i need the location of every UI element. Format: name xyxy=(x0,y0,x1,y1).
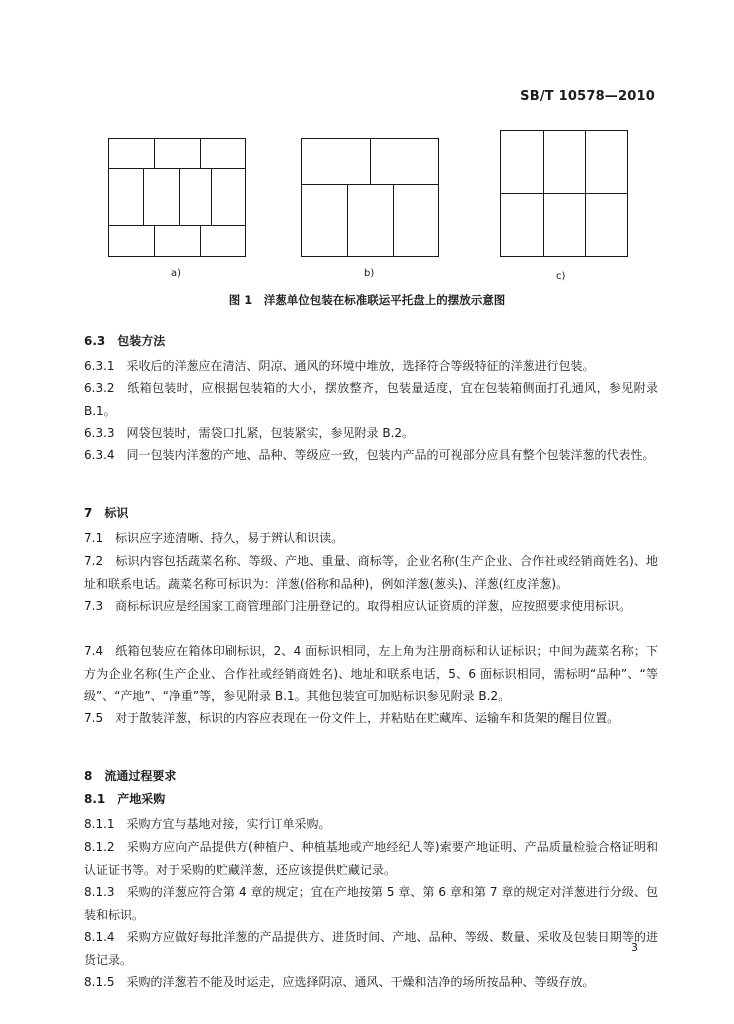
standard-code: SB/T 10578—2010 xyxy=(520,89,655,104)
paragraph-6-3-4: 6.3.4 同一包装内洋葱的产地、品种、等级应一致，包装内产品的可视部分应具有整个包装洋葱的代表性。 xyxy=(84,448,655,462)
pallet-box xyxy=(500,130,544,194)
pallet-box xyxy=(154,225,201,257)
figure-a-diagram xyxy=(108,138,246,257)
pallet-box xyxy=(301,184,348,257)
pallet-box xyxy=(543,130,586,194)
paragraph-6-3-2: 6.3.2 纸箱包装时，应根据包装箱的大小，摆放整齐，包装量适度，宜在包装箱侧面打孔通风，参见附录 B.1。 xyxy=(84,381,658,418)
figure-c-diagram xyxy=(500,130,628,257)
pallet-box xyxy=(585,130,628,194)
paragraph-8-1-1: 8.1.1 采购方宜与基地对接，实行订单采购。 xyxy=(84,817,331,831)
paragraph-8-1-5: 8.1.5 采购的洋葱若不能及时运走，应选择阴凉、通风、干燥和洁净的场所按品种、等级存放。 xyxy=(84,975,595,989)
paragraph-6-3-1: 6.3.1 采收后的洋葱应在清洁、阴凉、通风的环境中堆放，选择符合等级特征的洋葱进行包装。 xyxy=(84,359,595,373)
section-heading-8-1: 8.1 产地采购 xyxy=(84,792,166,806)
pallet-box xyxy=(154,138,201,169)
pallet-box xyxy=(108,138,155,169)
pallet-box xyxy=(347,184,394,257)
figure-c-label: c) xyxy=(556,271,566,282)
pallet-box xyxy=(500,193,544,257)
paragraph-7-4: 7.4 纸箱包装应在箱体印刷标识，2、4 面标识相同，左上角为注册商标和认证标识；中间为蔬菜名称；下方为企业名称(生产企业、合作社或经销商姓名)、地址和联系电话，5、6 面标识相同，需标明“品种”、“等级”、“产地”、“净重”等，参见附录 B.1。其他包装宜可加贴标识参见附录 B.2。 xyxy=(84,644,658,703)
paragraph-8-1-2: 8.1.2 采购方应向产品提供方(种植户、种植基地或产地经纪人等)索要产地证明、产品质量检验合格证明和认证证书等。对于采购的贮藏洋葱，还应该提供贮藏记录。 xyxy=(84,840,658,877)
pallet-box xyxy=(370,138,439,185)
paragraph-8-1-3: 8.1.3 采购的洋葱应符合第 4 章的规定；宜在产地按第 5 章、第 6 章和第 7 章的规定对洋葱进行分级、包装和标识。 xyxy=(84,885,658,922)
pallet-box xyxy=(393,184,439,257)
pallet-box xyxy=(200,225,246,257)
paragraph-6-3-3: 6.3.3 网袋包装时，需袋口扎紧，包装紧实，参见附录 B.2。 xyxy=(84,426,415,440)
pallet-box xyxy=(211,168,246,226)
figure-caption: 图 1 洋葱单位包装在标准联运平托盘上的摆放示意图 xyxy=(228,293,506,307)
figure-b-label: b) xyxy=(364,268,375,279)
pallet-box xyxy=(200,138,246,169)
pallet-box xyxy=(108,168,144,226)
paragraph-8-1-4: 8.1.4 采购方应做好每批洋葱的产品提供方、进货时间、产地、品种、等级、数量、采收及包装日期等的进货记录。 xyxy=(84,930,658,967)
paragraph-7-2: 7.2 标识内容包括蔬菜名称、等级、产地、重量、商标等，企业名称(生产企业、合作社或经销商姓名)、地址和联系电话。蔬菜名称可标识为：洋葱(俗称和品种)，例如洋葱(葱头)、洋葱(红皮洋葱)。 xyxy=(84,554,658,591)
figure-b-diagram xyxy=(301,138,439,257)
section-heading-6-3: 6.3 包装方法 xyxy=(84,334,166,348)
section-heading-8: 8 流通过程要求 xyxy=(84,769,177,783)
page-number: 3 xyxy=(631,941,638,954)
pallet-box xyxy=(143,168,180,226)
paragraph-7-5: 7.5 对于散装洋葱，标识的内容应表现在一份文件上，并粘贴在贮藏库、运输车和货架的醒目位置。 xyxy=(84,711,620,725)
figure-a-label: a) xyxy=(171,268,182,279)
paragraph-7-3: 7.3 商标标识应是经国家工商管理部门注册登记的。取得相应认证资质的洋葱，应按照要求使用标识。 xyxy=(84,599,632,613)
pallet-box xyxy=(585,193,628,257)
section-heading-7: 7 标识 xyxy=(84,506,129,520)
pallet-box xyxy=(108,225,155,257)
pallet-box xyxy=(543,193,586,257)
pallet-box xyxy=(301,138,371,185)
paragraph-7-1: 7.1 标识应字迹清晰、持久，易于辨认和识读。 xyxy=(84,531,344,545)
pallet-box xyxy=(179,168,212,226)
